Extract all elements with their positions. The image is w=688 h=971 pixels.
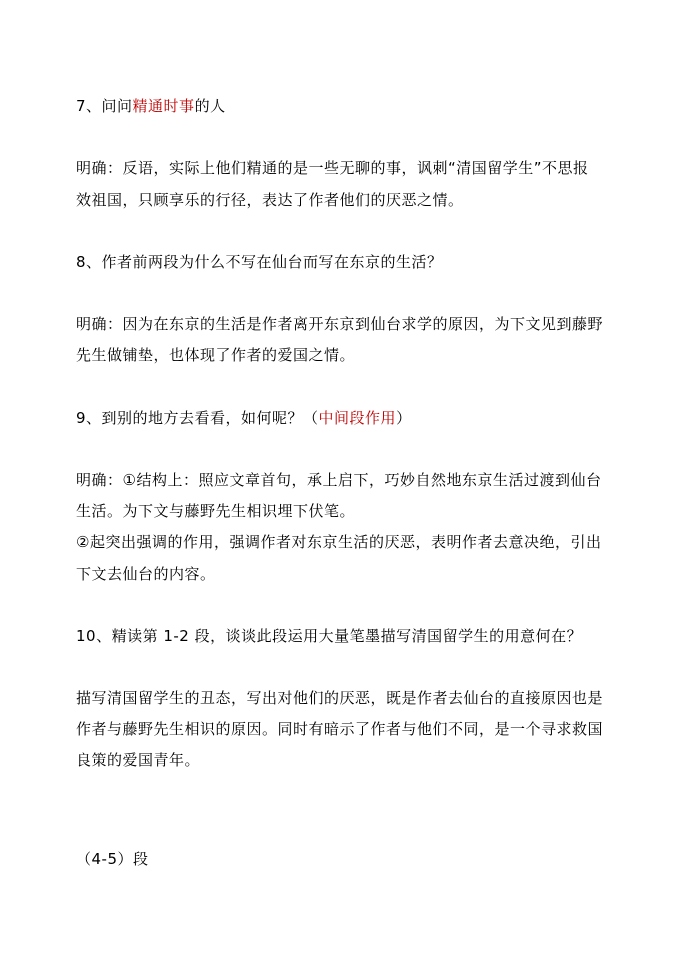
answer-7-line-2: 效祖国，只顾享乐的行径，表达了作者他们的厌恶之情。: [76, 191, 464, 209]
question-7-highlight: 精通时事: [132, 97, 195, 115]
answer-9-line-2: 生活。为下文与藤野先生相识埋下伏笔。: [76, 502, 356, 520]
answer-8-line-1: 明确：因为在东京的生活是作者离开东京到仙台求学的原因，为下文见到藤野: [76, 315, 604, 333]
question-9: [76, 408, 412, 428]
answer-7-line-1: 明确：反语，实际上他们精通的是一些无聊的事，讽刺“清国留学生”不思报: [76, 159, 589, 177]
question-7-prefix: 7、问问: [76, 97, 133, 115]
question-10: 10、精读第 1-2 段，谈谈此段运用大量笔墨描写清国留学生的用意何在？: [76, 627, 583, 645]
answer-10-line-2: 作者与藤野先生相识的原因。同时有暗示了作者与他们不同，是一个寻求救国: [76, 720, 604, 738]
question-9-suffix: ）: [396, 409, 412, 427]
question-9-highlight: 中间段作用: [318, 409, 397, 427]
answer-9-line-1: 明确：①结构上：照应文章首句，承上启下，巧妙自然地东京生活过渡到仙台: [76, 471, 602, 489]
question-9-prefix: 9、到别的地方去看看，如何呢？（: [76, 409, 319, 427]
question-7: [76, 96, 226, 116]
question-8: 8、作者前两段为什么不写在仙台而写在东京的生活？: [76, 253, 443, 271]
answer-10-line-3: 良策的爱国青年。: [76, 751, 201, 769]
answer-9-line-4: 下文去仙台的内容。: [76, 565, 216, 583]
section-heading: （4-5）段: [76, 850, 149, 868]
answer-9-line-3: ②起突出强调的作用，强调作者对东京生活的厌恶，表明作者去意决绝，引出: [76, 533, 602, 551]
question-7-suffix: 的人: [194, 97, 226, 115]
answer-10-line-1: 描写清国留学生的丑态，写出对他们的厌恶，既是作者去仙台的直接原因也是: [76, 689, 604, 707]
answer-8-line-2: 先生做铺垫，也体现了作者的爱国之情。: [76, 346, 356, 364]
